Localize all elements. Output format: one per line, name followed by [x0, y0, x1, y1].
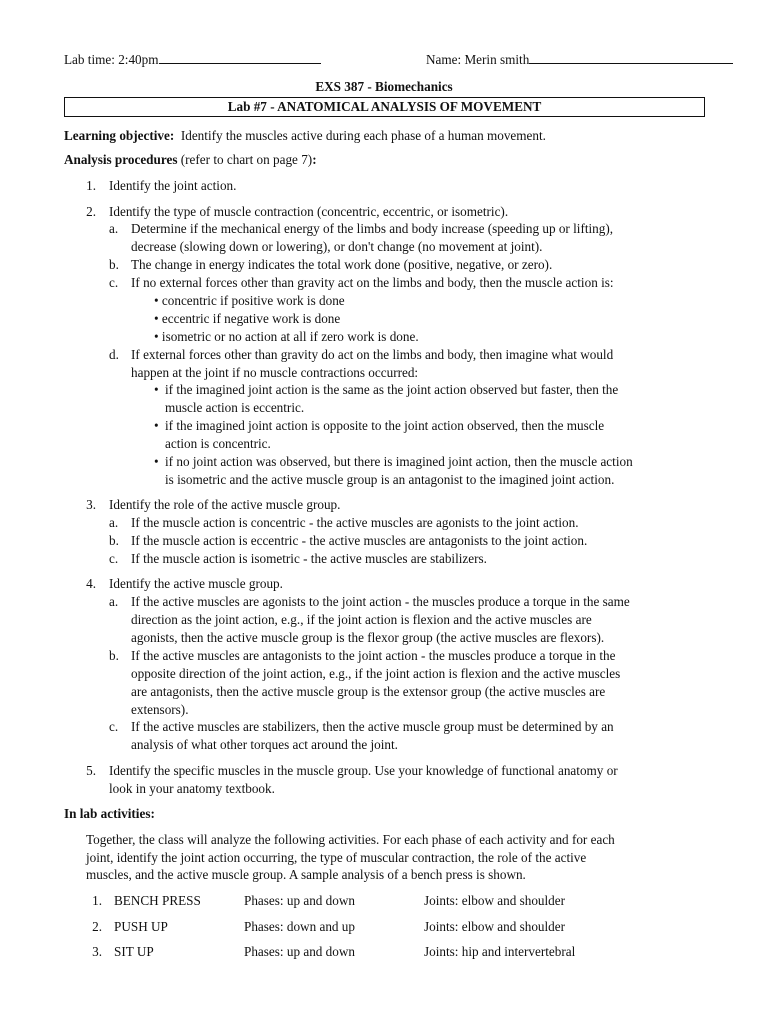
bullet-item: • isometric or no action at all if zero work is done. [154, 329, 419, 344]
sub-text: happen at the joint if no muscle contractions occurred: [131, 365, 419, 380]
activity-number: 3. [92, 944, 102, 959]
bullet-mark: • [154, 454, 159, 469]
activity-joints: Joints: hip and intervertebral [424, 944, 576, 959]
sub-letter: b. [109, 533, 119, 548]
activity-phases: Phases: up and down [244, 944, 355, 959]
step-number: 5. [86, 763, 96, 778]
activity-name: BENCH PRESS [114, 893, 201, 908]
lab-title: Lab #7 - ANATOMICAL ANALYSIS OF MOVEMENT [227, 99, 542, 114]
name-label: Name: Merin smith [426, 52, 530, 67]
sub-text: If no external forces other than gravity act on the limbs and body, then the muscle action is: [131, 275, 614, 290]
activity-joints: Joints: elbow and shoulder [424, 919, 566, 934]
sub-text: The change in energy indicates the total work done (positive, negative, or zero). [131, 257, 553, 272]
step-number: 2. [86, 204, 96, 219]
sub-letter: b. [109, 257, 119, 272]
sub-text: are antagonists, then the active muscle group is the extensor group (the active muscles are [131, 684, 606, 699]
sub-letter: a. [109, 594, 119, 609]
step-text: Identify the type of muscle contraction (concentric, eccentric, or isometric). [109, 204, 509, 219]
sub-text: If the active muscles are stabilizers, then the active muscle group must be determined by an [131, 719, 614, 734]
sub-text: If the active muscles are agonists to the joint action - the muscles produce a torque in the same [131, 594, 630, 609]
step-text: Identify the active muscle group. [109, 576, 283, 591]
name-field [426, 50, 733, 68]
in-lab-paragraph: Together, the class will analyze the following activities. For each phase of each activity and for each [86, 832, 615, 847]
in-lab-heading: In lab activities: [64, 806, 155, 821]
sub-text: If the muscle action is concentric - the active muscles are agonists to the joint action. [131, 515, 579, 530]
bullet-text: if the imagined joint action is the same as the joint action observed but faster, then the [165, 382, 619, 397]
activity-phases: Phases: down and up [244, 919, 355, 934]
bullet-text: muscle action is eccentric. [165, 400, 305, 415]
in-lab-paragraph: muscles, and the active muscle group. A sample analysis of a bench press is shown. [86, 867, 526, 882]
course-title: EXS 387 - Biomechanics [315, 79, 453, 94]
sub-letter: c. [109, 275, 119, 290]
activity-name: PUSH UP [114, 919, 168, 934]
step-text: Identify the joint action. [109, 178, 237, 193]
lab-time-field [64, 50, 321, 68]
activity-number: 2. [92, 919, 102, 934]
bullet-text: action is concentric. [165, 436, 271, 451]
bullet-mark: • [154, 382, 159, 397]
objective-label: Learning objective: [64, 128, 175, 143]
sub-letter: c. [109, 551, 119, 566]
activity-joints: Joints: elbow and shoulder [424, 893, 566, 908]
sub-text: decrease (slowing down or lowering), or don't change (no movement at joint). [131, 239, 543, 254]
sub-letter: c. [109, 719, 119, 734]
step-number: 4. [86, 576, 96, 591]
sub-text: analysis of what other torques act around the joint. [131, 737, 398, 752]
bullet-item: • concentric if positive work is done [154, 293, 345, 308]
sub-text: agonists, then the active muscle group is the flexor group (the active muscles are flexors). [131, 630, 605, 645]
bullet-text: if the imagined joint action is opposite to the joint action observed, then the muscle [165, 418, 605, 433]
sub-text: If the active muscles are antagonists to the joint action - the muscles produce a torque in the [131, 648, 616, 663]
in-lab-paragraph: joint, identify the joint action occurring, the type of muscular contraction, the role of the active [86, 850, 587, 865]
activity-number: 1. [92, 893, 102, 908]
sub-text: direction as the joint action, e.g., if the joint action is flexion and the active muscles are [131, 612, 592, 627]
learning-objective [64, 128, 546, 144]
sub-text: If the muscle action is eccentric - the active muscles are antagonists to the joint action. [131, 533, 588, 548]
bullet-text: is isometric and the active muscle group is an antagonist to the imagined joint action. [165, 472, 615, 487]
step-number: 3. [86, 497, 96, 512]
activity-name: SIT UP [114, 944, 154, 959]
activity-phases: Phases: up and down [244, 893, 355, 908]
procedures-label: Analysis procedures [64, 152, 178, 167]
name-underline [529, 50, 733, 64]
lab-time-label: Lab time: 2:40pm [64, 52, 159, 67]
step-number: 1. [86, 178, 96, 193]
sub-text: opposite direction of the joint action, e.g., if the joint action is flexion and the active muscles [131, 666, 621, 681]
sub-letter: d. [109, 347, 119, 362]
sub-text: If the muscle action is isometric - the active muscles are stabilizers. [131, 551, 487, 566]
step-text: Identify the specific muscles in the muscle group. Use your knowledge of functional anatomy or [109, 763, 618, 778]
lab-time-underline [159, 50, 321, 64]
bullet-text: if no joint action was observed, but there is imagined joint action, then the muscle action [165, 454, 633, 469]
sub-text: Determine if the mechanical energy of the limbs and body increase (speeding up or lifting), [131, 221, 614, 236]
sub-letter: a. [109, 515, 119, 530]
sub-letter: b. [109, 648, 119, 663]
step-text: look in your anatomy textbook. [109, 781, 275, 796]
procedures-colon: : [312, 152, 317, 167]
bullet-mark: • [154, 418, 159, 433]
sub-text: extensors). [131, 702, 189, 717]
step-text: Identify the role of the active muscle group. [109, 497, 341, 512]
bullet-item: • eccentric if negative work is done [154, 311, 341, 326]
procedures-note: (refer to chart on page 7) [177, 152, 313, 167]
analysis-procedures-heading [64, 152, 317, 168]
objective-text: Identify the muscles active during each phase of a human movement. [180, 128, 546, 143]
sub-letter: a. [109, 221, 119, 236]
sub-text: If external forces other than gravity do act on the limbs and body, then imagine what would [131, 347, 614, 362]
lab-title-box [64, 97, 705, 117]
